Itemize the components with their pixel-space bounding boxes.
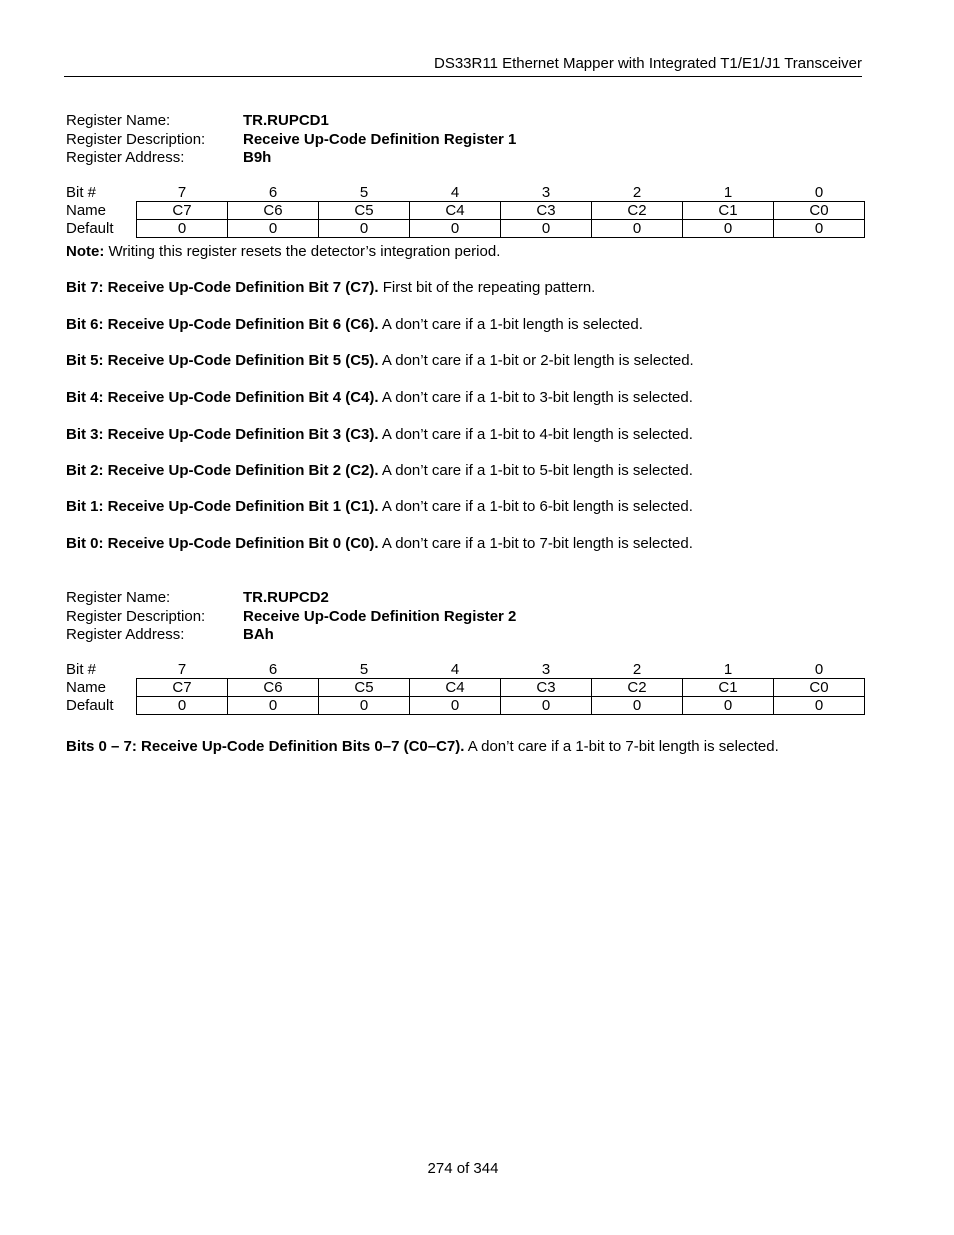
bit-number: 0 <box>814 184 824 201</box>
bit-description-text: First bit of the repeating pattern. <box>378 279 596 296</box>
bit-description <box>66 535 866 553</box>
bit-default: 0 <box>592 697 683 715</box>
register-1-bit-table <box>64 184 865 238</box>
bit-default: 0 <box>774 697 865 715</box>
bit-default: 0 <box>592 220 683 238</box>
bit-description-title: Bit 7: Receive Up-Code Definition Bit 7 (C7). <box>66 279 379 296</box>
bit-name: C6 <box>228 679 319 697</box>
bit-description <box>66 738 866 756</box>
bit-number: 2 <box>632 661 642 678</box>
bit-number: 7 <box>177 661 187 678</box>
bit-number-row <box>64 184 865 202</box>
bit-description-text: A don’t care if a 1-bit to 4-bit length is selected. <box>378 426 693 443</box>
header-rule <box>64 76 862 77</box>
bit-description-title: Bit 0: Receive Up-Code Definition Bit 0 (C0). <box>66 535 379 552</box>
bit-description <box>66 462 866 480</box>
bit-row-label: Bit # <box>66 661 97 679</box>
bit-name: C5 <box>319 679 410 697</box>
register-address-label: Register Address: <box>66 626 185 643</box>
register-1-info <box>66 112 766 168</box>
register-name-label: Register Name: <box>66 589 171 606</box>
bit-name: C5 <box>319 202 410 220</box>
bit-default: 0 <box>410 697 501 715</box>
bit-description-title: Bit 1: Receive Up-Code Definition Bit 1 (C1). <box>66 498 379 515</box>
name-row-label: Name <box>66 202 107 219</box>
bit-description-text: A don’t care if a 1-bit or 2-bit length is selected. <box>378 352 694 369</box>
bit-description-text: A don’t care if a 1-bit to 7-bit length is selected. <box>464 738 779 755</box>
bit-number: 3 <box>541 184 551 201</box>
bit-name: C0 <box>774 202 865 220</box>
bit-default: 0 <box>137 697 228 715</box>
name-row-label: Name <box>66 679 107 696</box>
bit-number: 5 <box>359 184 369 201</box>
bit-default-row <box>64 220 865 238</box>
bit-number: 6 <box>268 661 278 678</box>
bit-number-row <box>64 661 865 679</box>
bit-name: C4 <box>410 202 501 220</box>
default-row-label: Default <box>66 220 114 237</box>
page-number: 274 of 344 <box>427 1160 499 1177</box>
bit-description-text: A don’t care if a 1-bit length is selected. <box>378 316 643 333</box>
note-label: Note: <box>66 243 105 260</box>
bit-name: C1 <box>683 202 774 220</box>
note-text: Writing this register resets the detector’s integration period. <box>104 243 501 260</box>
bit-name: C3 <box>501 679 592 697</box>
bit-number: 7 <box>177 184 187 201</box>
bit-default: 0 <box>774 220 865 238</box>
register-description-value: Receive Up-Code Definition Register 1 <box>243 130 517 148</box>
bit-default: 0 <box>319 220 410 238</box>
default-row-label: Default <box>66 697 114 714</box>
register-name-value: TR.RUPCD1 <box>243 112 329 129</box>
bit-default: 0 <box>683 220 774 238</box>
register-name-value: TR.RUPCD2 <box>243 589 329 606</box>
register-description-label: Register Description: <box>66 130 206 148</box>
bit-description-text: A don’t care if a 1-bit to 7-bit length is selected. <box>378 535 693 552</box>
bit-description-text: A don’t care if a 1-bit to 3-bit length is selected. <box>378 389 693 406</box>
register-description-label: Register Description: <box>66 607 206 625</box>
bit-description-title: Bit 6: Receive Up-Code Definition Bit 6 (C6). <box>66 316 379 333</box>
bit-description <box>66 498 866 516</box>
register-address-value: BAh <box>243 626 274 643</box>
bit-number: 3 <box>541 661 551 678</box>
bit-default: 0 <box>501 220 592 238</box>
bit-description-title: Bit 5: Receive Up-Code Definition Bit 5 (C5). <box>66 352 379 369</box>
register-address-label: Register Address: <box>66 149 185 166</box>
bit-description-title: Bit 3: Receive Up-Code Definition Bit 3 (C3). <box>66 426 379 443</box>
register-description-value: Receive Up-Code Definition Register 2 <box>243 607 517 625</box>
register-2-info <box>66 589 766 645</box>
bit-name: C4 <box>410 679 501 697</box>
bit-default: 0 <box>501 697 592 715</box>
bit-number: 1 <box>723 184 733 201</box>
page-header: DS33R11 Ethernet Mapper with Integrated T1/E1/J1 Transceiver <box>433 55 862 72</box>
bit-name: C7 <box>137 679 228 697</box>
bit-name: C0 <box>774 679 865 697</box>
bit-name-row <box>64 679 865 697</box>
register-note <box>66 243 866 261</box>
bit-number: 4 <box>450 184 460 201</box>
bit-description <box>66 426 866 444</box>
bit-number: 1 <box>723 661 733 678</box>
bit-number: 0 <box>814 661 824 678</box>
bit-name: C2 <box>592 202 683 220</box>
bit-description <box>66 316 866 334</box>
bit-number: 2 <box>632 184 642 201</box>
bit-default: 0 <box>137 220 228 238</box>
bit-default: 0 <box>319 697 410 715</box>
bit-default: 0 <box>683 697 774 715</box>
register-address-value: B9h <box>243 149 272 166</box>
bit-number: 6 <box>268 184 278 201</box>
bit-row-label: Bit # <box>66 184 97 202</box>
bit-name: C7 <box>137 202 228 220</box>
bit-description-text: A don’t care if a 1-bit to 6-bit length is selected. <box>378 498 693 515</box>
bit-name: C1 <box>683 679 774 697</box>
bit-description-title: Bit 4: Receive Up-Code Definition Bit 4 (C4). <box>66 389 379 406</box>
bit-description-title: Bits 0 – 7: Receive Up-Code Definition Bits 0–7 (C0–C7). <box>66 738 465 755</box>
bit-name: C6 <box>228 202 319 220</box>
bit-default: 0 <box>228 697 319 715</box>
bit-description <box>66 352 866 370</box>
register-name-label: Register Name: <box>66 112 171 129</box>
bit-description <box>66 279 866 297</box>
bit-description-text: A don’t care if a 1-bit to 5-bit length is selected. <box>378 462 693 479</box>
bit-description <box>66 389 866 407</box>
bit-description-title: Bit 2: Receive Up-Code Definition Bit 2 (C2). <box>66 462 379 479</box>
bit-default-row <box>64 697 865 715</box>
bit-name: C2 <box>592 679 683 697</box>
bit-number: 4 <box>450 661 460 678</box>
bit-number: 5 <box>359 661 369 678</box>
bit-name-row <box>64 202 865 220</box>
bit-default: 0 <box>228 220 319 238</box>
bit-name: C3 <box>501 202 592 220</box>
register-2-bit-table <box>64 661 865 715</box>
bit-default: 0 <box>410 220 501 238</box>
